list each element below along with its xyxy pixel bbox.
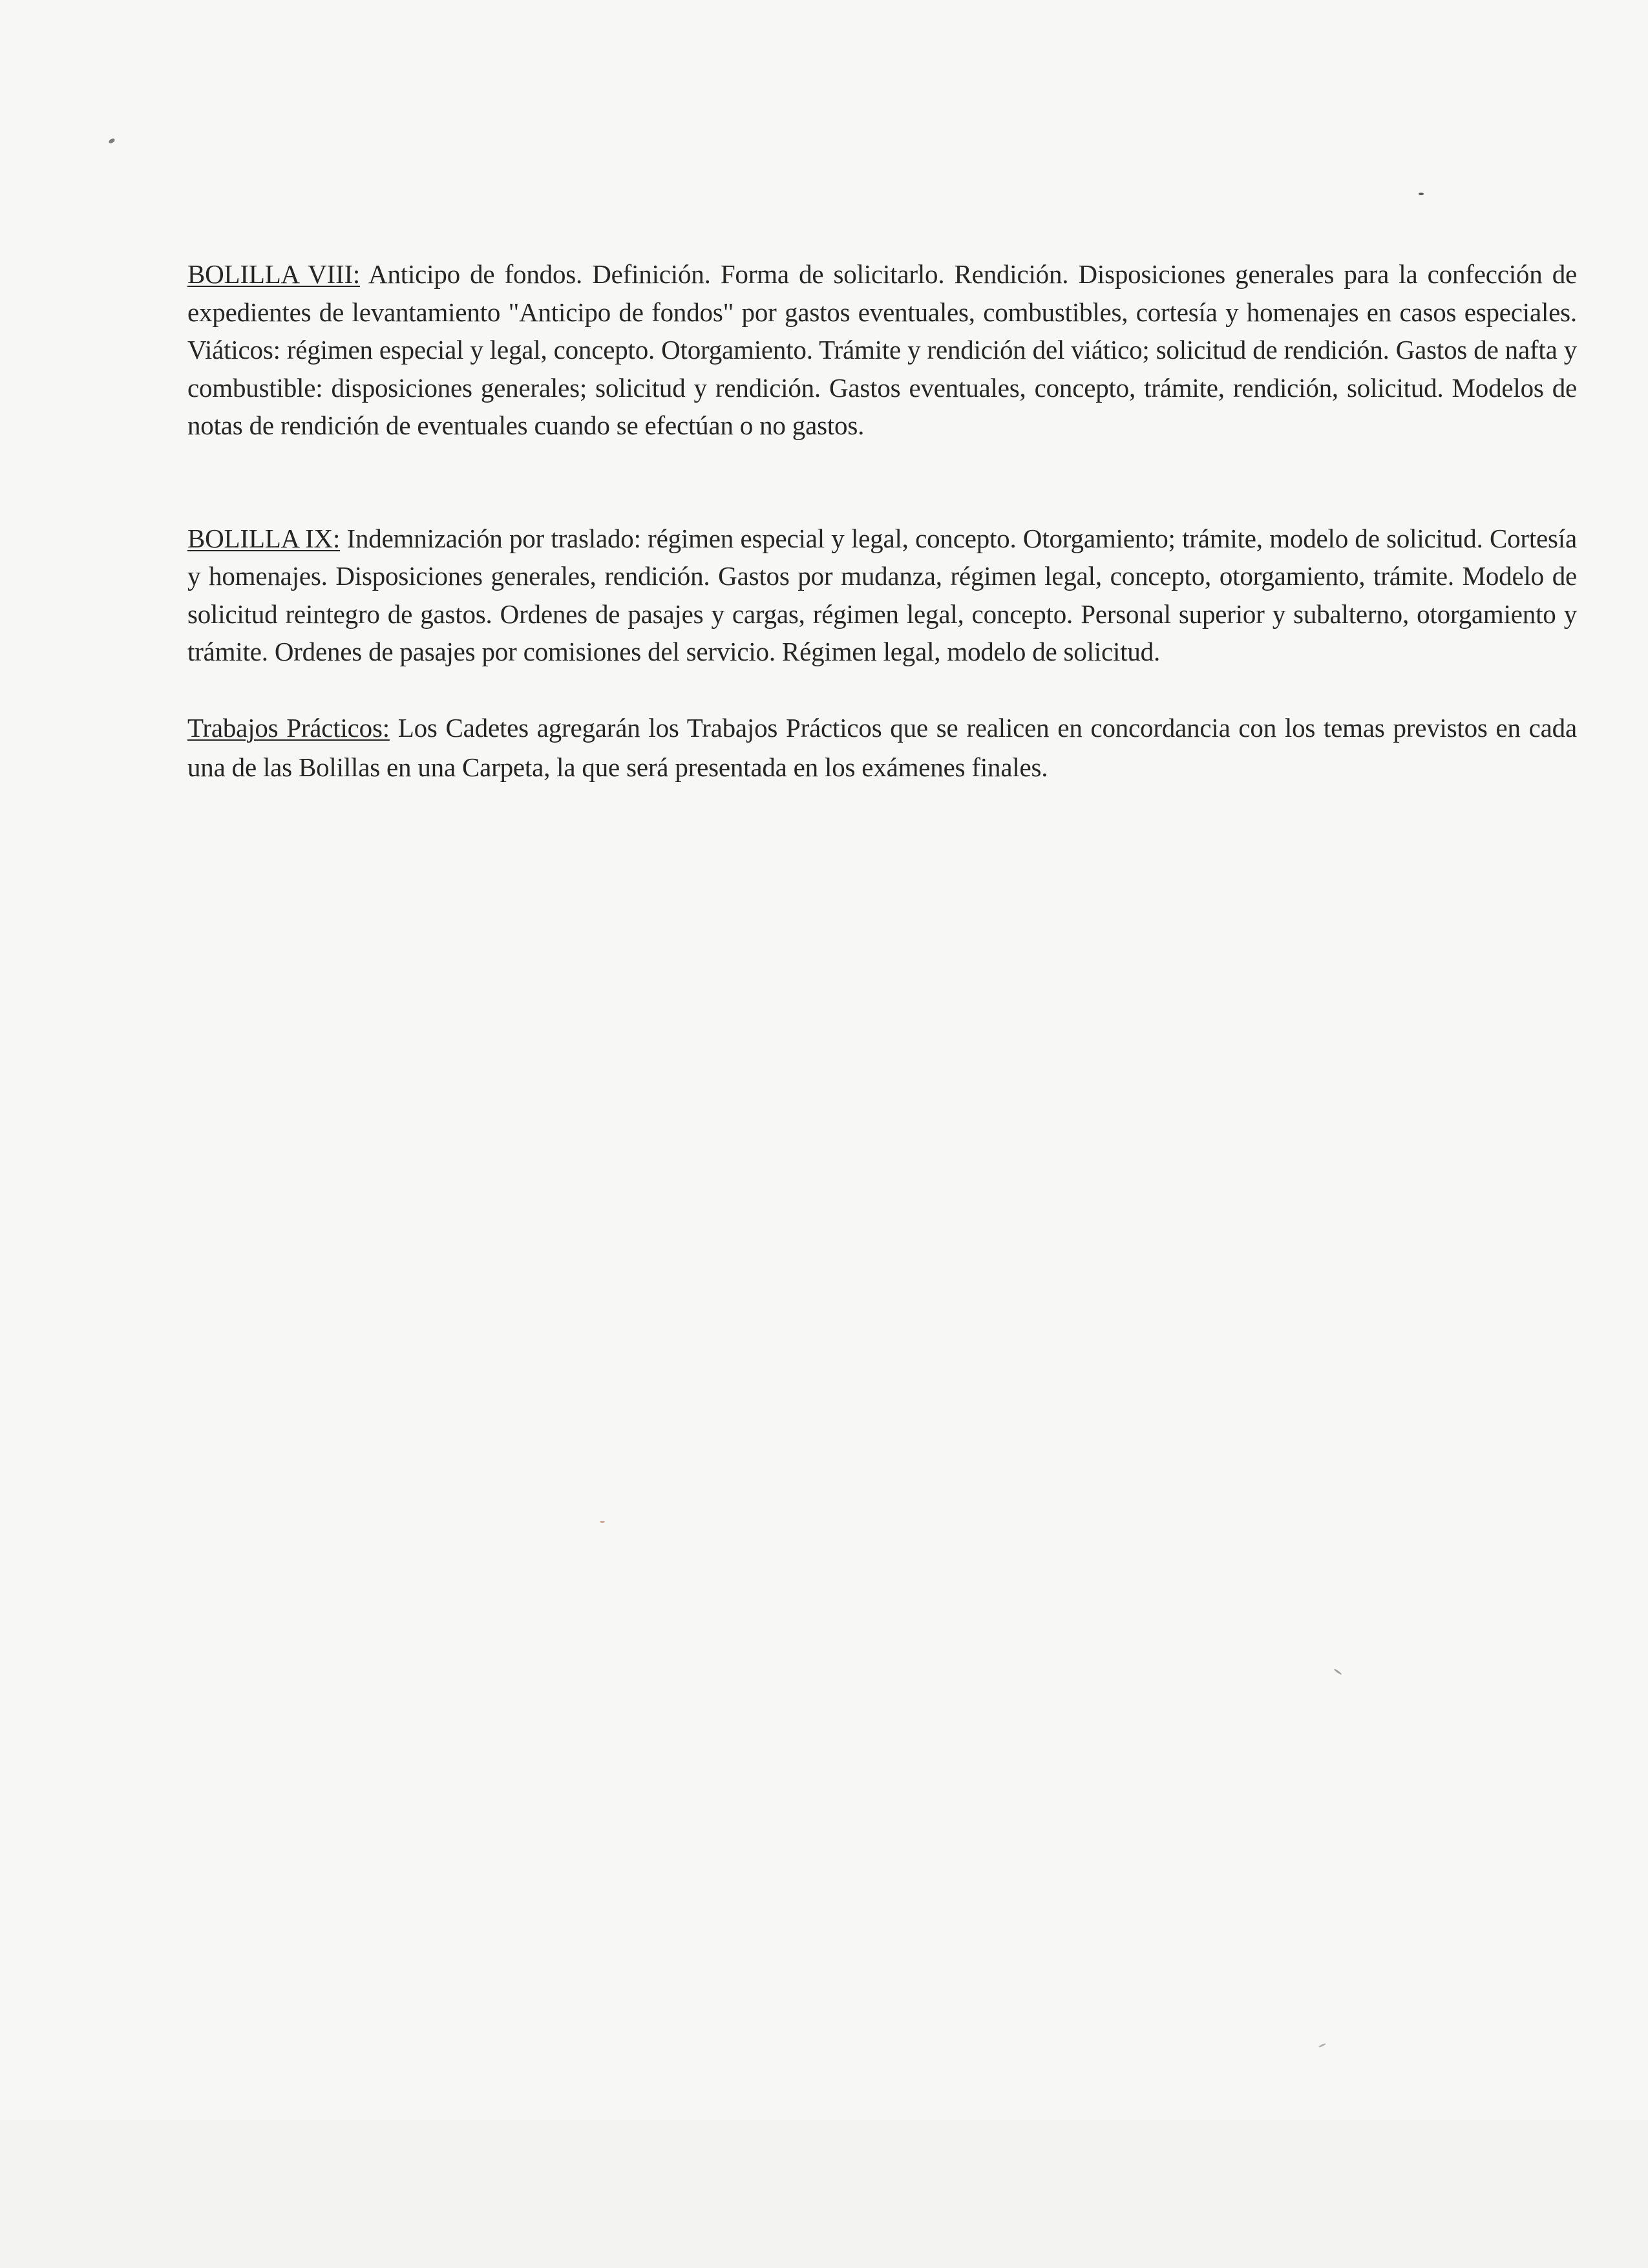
- document-body: [187, 255, 1577, 787]
- scan-speck: [108, 138, 116, 144]
- scan-speck: [1318, 2043, 1326, 2048]
- section-text: Los Cadetes agregarán los Trabajos Prácticos que se realicen en concordancia con los temas previstos en cada una de las Bolillas en una Carpeta, la que será presentada en los exámenes finales.: [187, 712, 1577, 782]
- scan-speck: [1419, 193, 1424, 195]
- section-bolilla-viii: [187, 255, 1577, 445]
- scan-bottom-band: [0, 2120, 1648, 2268]
- scan-speck: [1333, 1668, 1342, 1675]
- section-heading: BOLILLA IX:: [187, 523, 341, 553]
- section-heading: BOLILLA VIII:: [187, 259, 361, 289]
- section-heading: Trabajos Prácticos:: [187, 712, 390, 743]
- section-trabajos-practicos: [187, 708, 1577, 787]
- section-bolilla-ix: [187, 520, 1577, 671]
- section-text: Anticipo de fondos. Definición. Forma de solicitarlo. Rendición. Disposiciones generales para la confección de expedientes de levantamiento "Anticipo de fondos" por gastos eventuales, combustibles, cortesía y homenajes en casos especiales. Viáticos: régimen especial y legal, concepto. Otorgamiento. Trámite y rendición del viático; solicitud de rendición. Gastos de nafta y combustible: disposiciones generales; solicitud y rendición. Gastos eventuales, concepto, trámite, rendición, solicitud. Modelos de notas de rendición de eventuales cuando se efectúan o no gastos.: [187, 259, 1577, 440]
- scan-speck: [600, 1521, 605, 1523]
- section-text: Indemnización por traslado: régimen especial y legal, concepto. Otorgamiento; trámite, modelo de solicitud. Cortesía y homenajes. Disposiciones generales, rendición. Gastos por mudanza, régimen legal, concepto, otorgamiento, trámite. Modelo de solicitud reintegro de gastos. Ordenes de pasajes y cargas, régimen legal, concepto. Personal superior y subalterno, otorgamiento y trámite. Ordenes de pasajes por comisiones del servicio. Régimen legal, modelo de solicitud.: [187, 523, 1577, 666]
